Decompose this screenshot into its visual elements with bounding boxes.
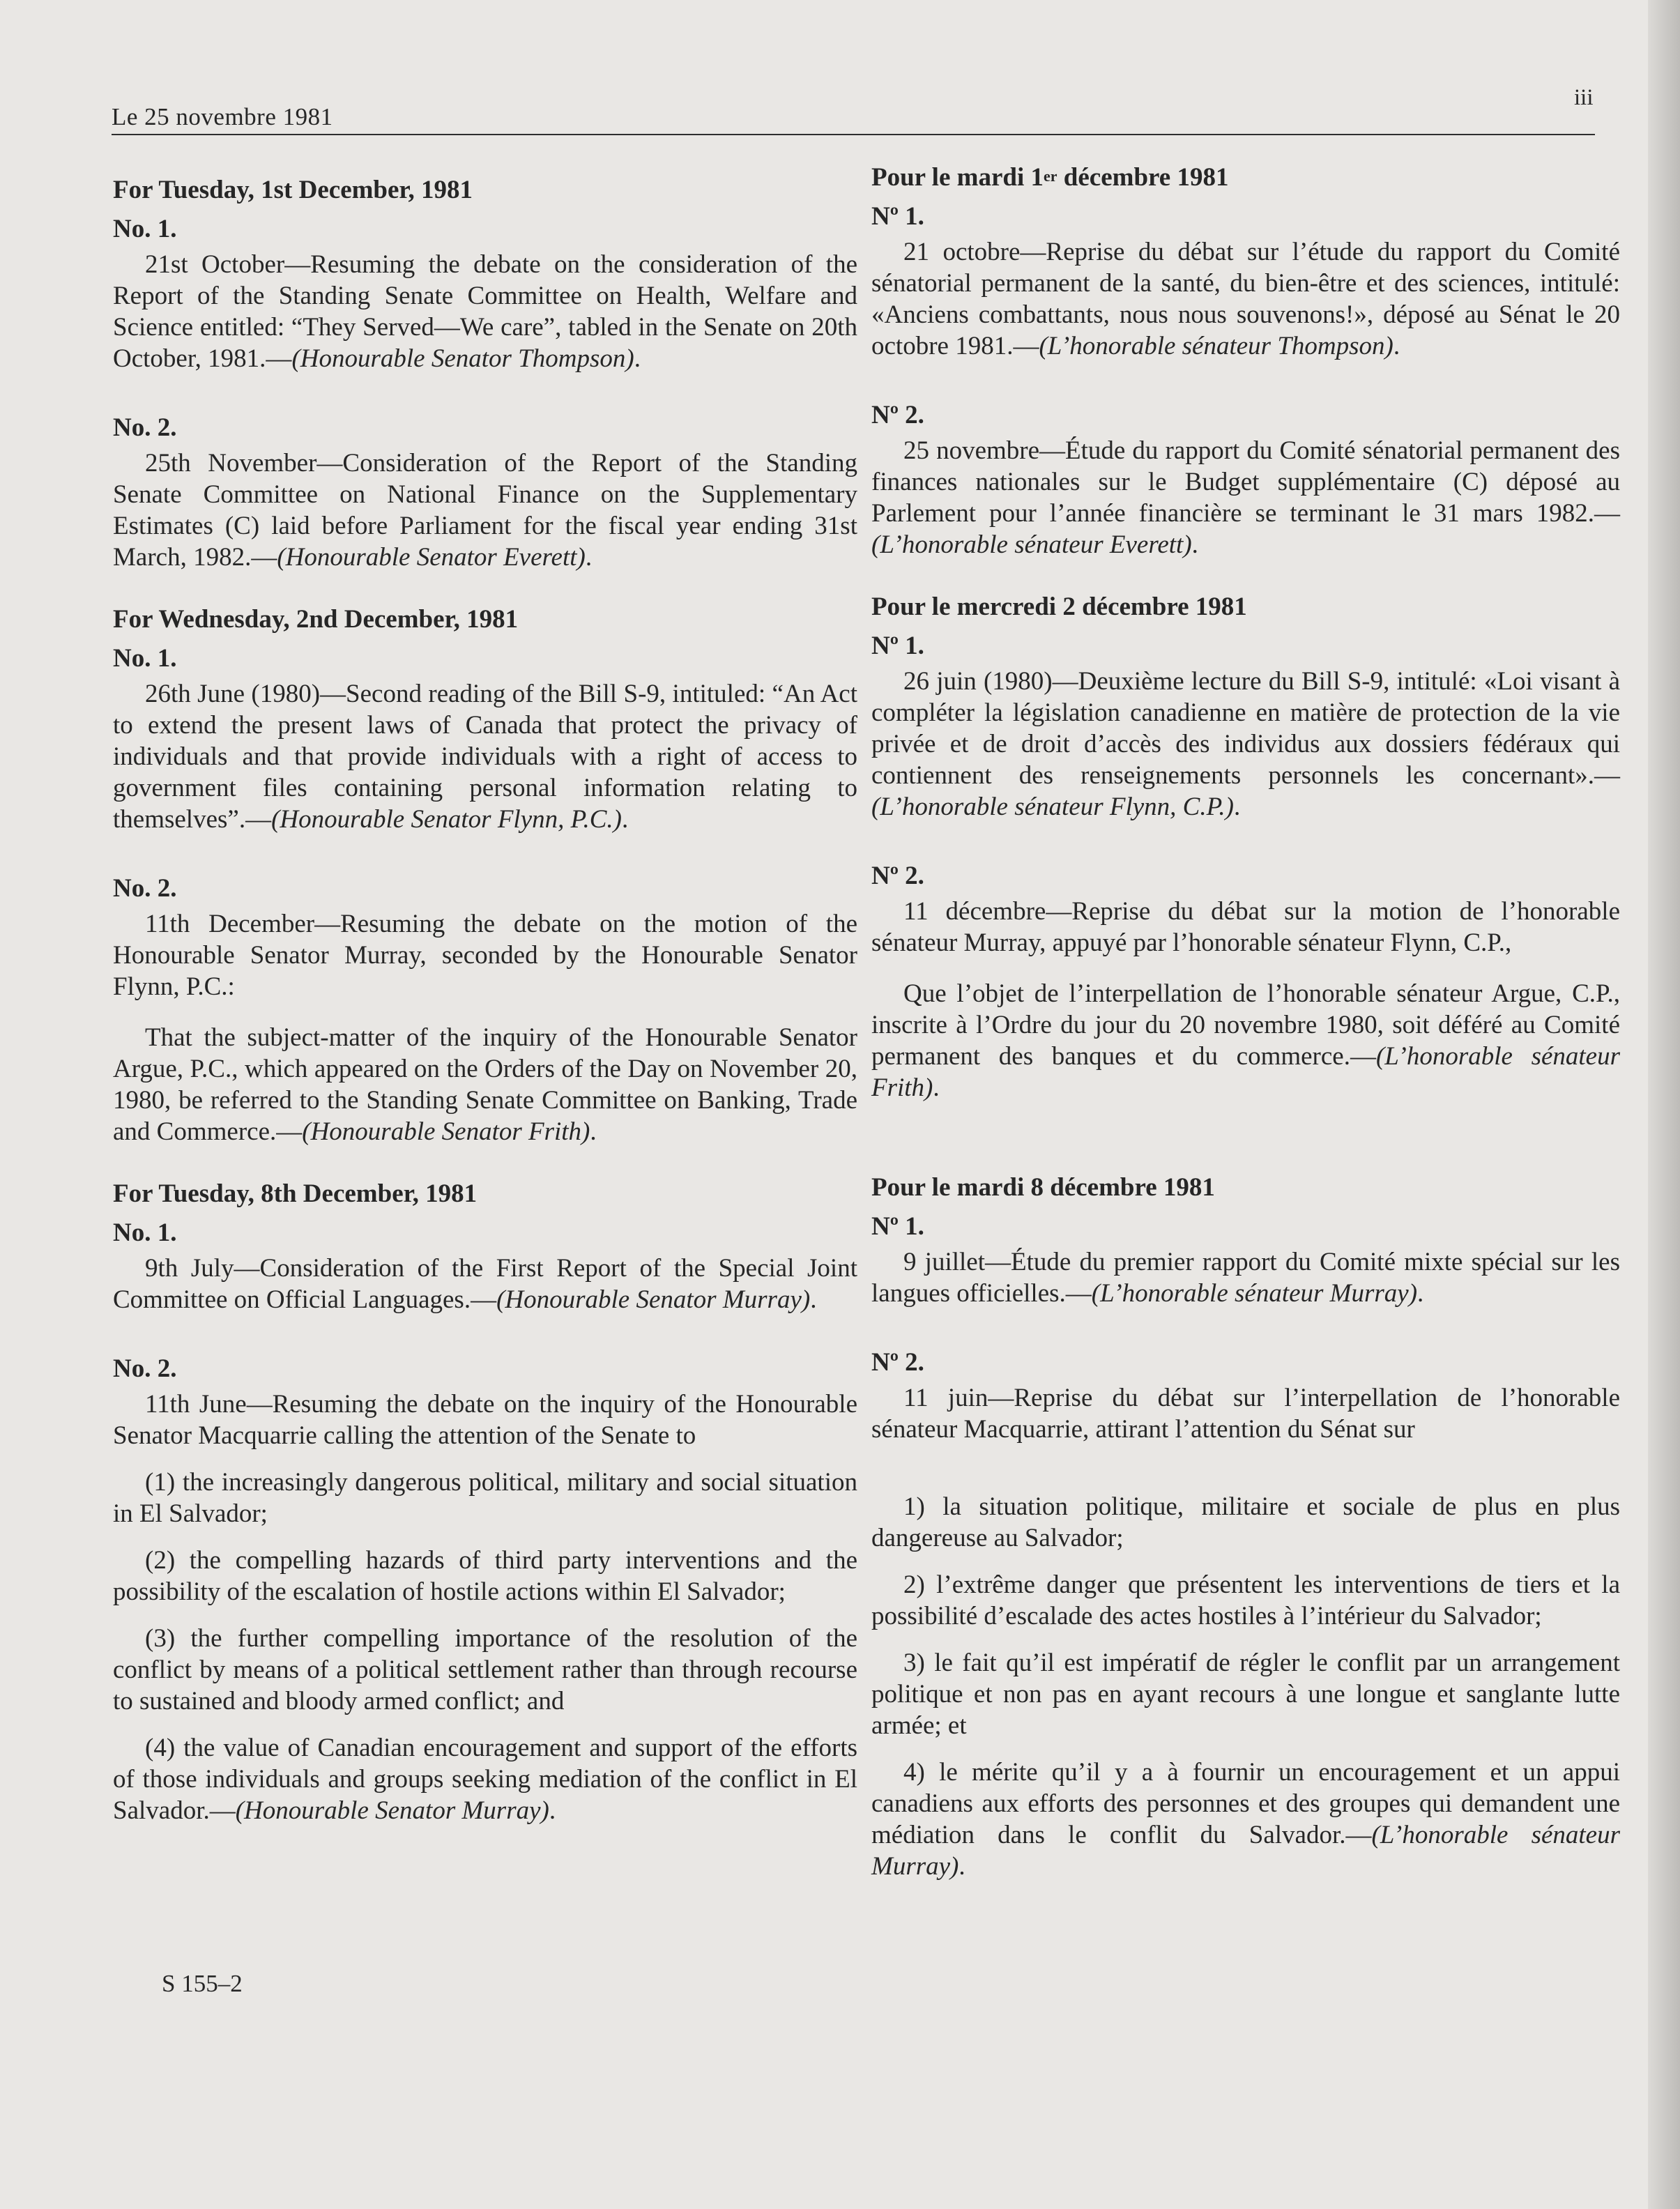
header-date: Le 25 novembre 1981 (112, 103, 333, 130)
item-label: Nº 2. (871, 862, 924, 890)
french-column (871, 162, 1620, 1882)
order-item-text: 11 décembre—Reprise du débat sur la motion de l’honorable sénateur Murray, appuyé par l’honorable sénateur Flynn, C.P., (871, 897, 1620, 957)
list-item: (4) the value of Canadian encouragement and support of the efforts of those individuals and groups seeking mediation of the conflict in El Salvador.—(Honourable Senator Murray). (113, 1734, 857, 1825)
item-label: Nº 1. (871, 632, 924, 660)
header-rule (112, 134, 1595, 135)
motion-text: Que l’objet de l’interpellation de l’honorable sénateur Argue, C.P., inscrite à l’Ordre du jour du 20 novembre 1980, soit déféré au Comité permanent des banques et du commerce.—(L’honorable sénateur Frith). (871, 979, 1620, 1102)
section-heading-mardi-1er: Pour le mardi 1er décembre 1981 (871, 163, 1229, 192)
list-item: (1) the increasingly dangerous political, military and social situation in El Salvador; (113, 1468, 857, 1528)
item-label: Nº 1. (871, 202, 924, 231)
section-heading-tuesday-1st: For Tuesday, 1st December, 1981 (113, 176, 473, 204)
order-item-text: 11 juin—Reprise du débat sur l’interpellation de l’honorable sénateur Macquarrie, attirant l’attention du Sénat sur (871, 1384, 1620, 1444)
section-heading-mardi-8: Pour le mardi 8 décembre 1981 (871, 1173, 1215, 1202)
order-item-text: 25th November—Consideration of the Report of the Standing Senate Committee on National Finance on the Supplementary Estimates (C) laid before Parliament for the fiscal year ending 31st March, 1982.—(Honourable Senator Everett). (113, 449, 857, 572)
item-label: No. 1. (113, 215, 177, 243)
order-item-text: 21st October—Resuming the debate on the consideration of the Report of the Standing Senate Committee on Health, Welfare and Science entitled: “They Served—We care”, tabled in the Senate on 20th October, 1981.—(Honourable Senator Thompson). (113, 250, 857, 373)
item-label: Nº 2. (871, 401, 924, 429)
item-label: No. 2. (113, 1354, 177, 1383)
item-label: No. 1. (113, 1218, 177, 1247)
list-item: 4) le mérite qu’il y a à fournir un encouragement et un appui canadiens aux efforts des personnes et des groupes qui demandent une médiation dans le conflit du Salvador.—(L’honorable sénateur Murray). (871, 1758, 1620, 1881)
page-edge-shadow (1648, 0, 1680, 2209)
order-item-text: 9 juillet—Étude du premier rapport du Comité mixte spécial sur les langues officielles.—(L’honorable sénateur Murray). (871, 1248, 1620, 1308)
order-item-text: 21 octobre—Reprise du débat sur l’étude du rapport du Comité sénatorial permanent de la santé, du bien-être et des sciences, intitulé: «Anciens combattants, nous nous souvenons!», déposé au Sénat le 20 octobre 1981.—(L’honorable sénateur Thompson). (871, 238, 1620, 360)
english-column (113, 174, 857, 1826)
section-heading-wednesday-2nd: For Wednesday, 2nd December, 1981 (113, 605, 519, 634)
list-item: 2) l’extrême danger que présentent les interventions de tiers et la possibilité d’escalade des actes hostiles à l’intérieur du Salvador; (871, 1570, 1620, 1630)
document-code: S 155–2 (162, 1970, 243, 1997)
item-label: No. 2. (113, 413, 177, 442)
list-item: 1) la situation politique, militaire et sociale de plus en plus dangereuse au Salvador; (871, 1492, 1620, 1552)
order-item-text: 9th July—Consideration of the First Report of the Special Joint Committee on Official Languages.—(Honourable Senator Murray). (113, 1254, 857, 1314)
order-item-text: 26th June (1980)—Second reading of the Bill S-9, intituled: “An Act to extend the present laws of Canada that protect the privacy of individuals and that provide individuals with a right of access to government files containing personal information relating to themselves”.—(Honourable Senator Flynn, P.C.). (113, 680, 857, 834)
order-item-text: 26 juin (1980)—Deuxième lecture du Bill S-9, intitulé: «Loi visant à compléter la législation canadienne en matière de protection de la vie privée et de droit d’accès des individus aux dossiers fédéraux qui contiennent des renseignements personnels les concernant».—(L’honorable sénateur Flynn, C.P.). (871, 667, 1620, 821)
list-item: (3) the further compelling importance of the resolution of the conflict by means of a political settlement rather than through recourse to sustained and bloody armed conflict; and (113, 1624, 857, 1715)
item-label: No. 2. (113, 874, 177, 903)
order-item-text: 11th June—Resuming the debate on the inquiry of the Honourable Senator Macquarrie calling the attention of the Senate to (113, 1390, 857, 1450)
motion-text: That the subject-matter of the inquiry of the Honourable Senator Argue, P.C., which appeared on the Orders of the Day on November 20, 1980, be referred to the Standing Senate Committee on Banking, Trade and Commerce.—(Honourable Senator Frith). (113, 1023, 857, 1146)
order-item-text: 25 novembre—Étude du rapport du Comité sénatorial permanent des finances nationales sur le Budget supplémentaire (C) déposé au Parlement pour l’année financière se terminant le 31 mars 1982.—(L’honorable sénateur Everett). (871, 436, 1620, 559)
item-label: Nº 2. (871, 1348, 924, 1377)
list-item: 3) le fait qu’il est impératif de régler le conflit par un arrangement politique et non pas en ayant recours à une longue et sanglante lutte armée; et (871, 1649, 1620, 1740)
item-label: Nº 1. (871, 1212, 924, 1241)
list-item: (2) the compelling hazards of third party interventions and the possibility of the escalation of hostile actions within El Salvador; (113, 1546, 857, 1606)
page-number: iii (1574, 85, 1594, 110)
item-label: No. 1. (113, 644, 177, 673)
section-heading-mercredi-2: Pour le mercredi 2 décembre 1981 (871, 593, 1247, 621)
order-item-text: 11th December—Resuming the debate on the motion of the Honourable Senator Murray, seconded by the Honourable Senator Flynn, P.C.: (113, 910, 857, 1001)
section-heading-tuesday-8th: For Tuesday, 8th December, 1981 (113, 1179, 478, 1208)
